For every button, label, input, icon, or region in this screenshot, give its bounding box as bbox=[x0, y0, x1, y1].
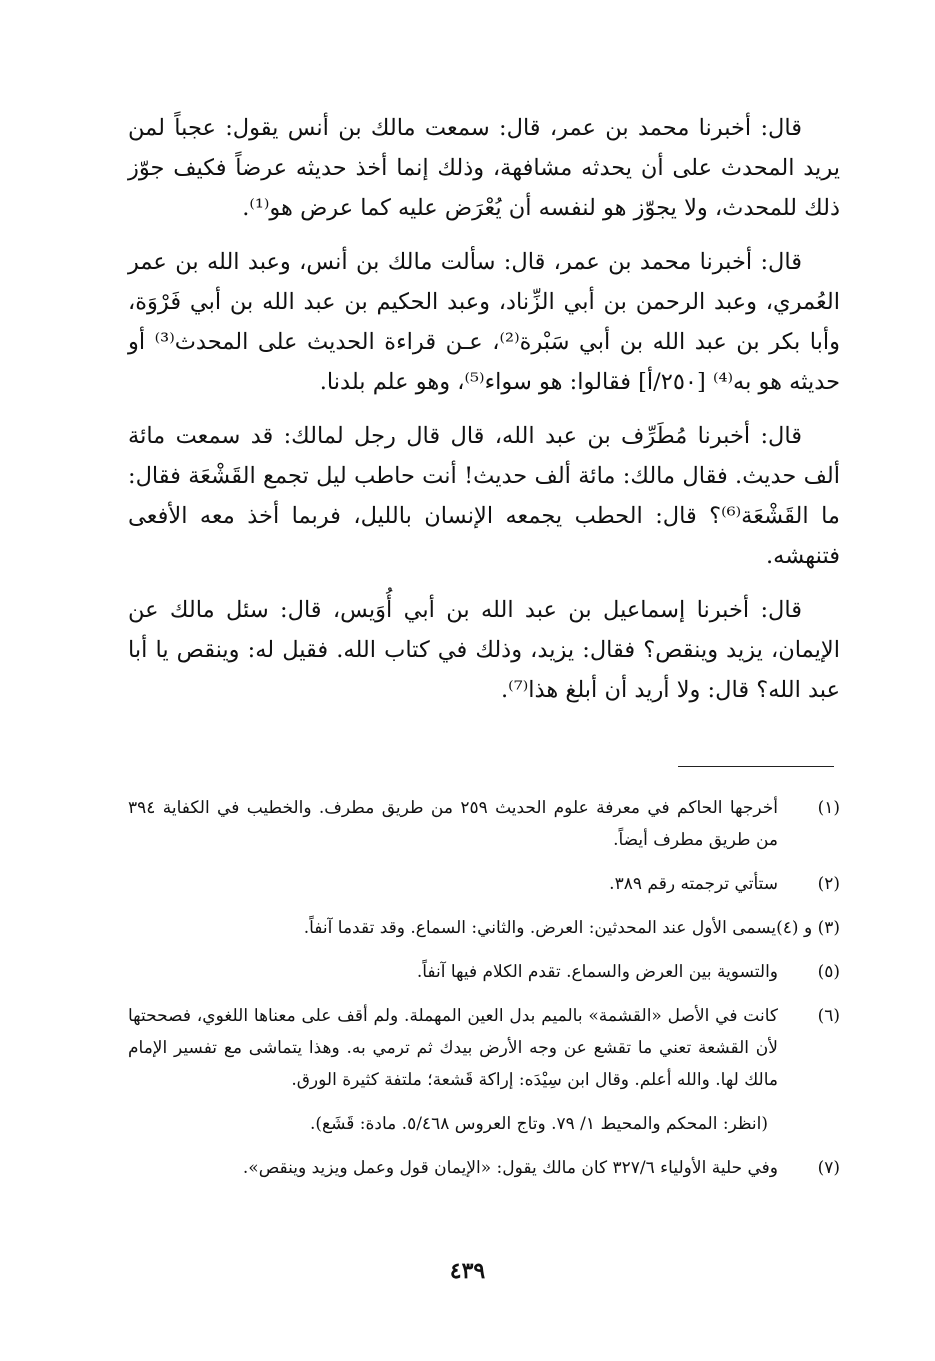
footnote-number: (٦) bbox=[817, 1006, 840, 1026]
footnote-item bbox=[128, 1152, 840, 1184]
footnote-number: (٣) و (٤) bbox=[776, 918, 840, 938]
footnote-number: (٧) bbox=[817, 1158, 840, 1178]
footnote-separator bbox=[678, 766, 834, 767]
footnote-item bbox=[128, 912, 840, 944]
paragraph-4: قال: أخبرنا إسماعيل بن عبد الله بن أبي أُوَيس، قال: سئل مالك عن الإيمان، يزيد وينقص؟ فقال: يزيد، وذلك في كتاب الله. فقيل له: وينقص يا أبا عبد الله؟ قال: ولا أريد أن أبلغ هذا⁽⁷⁾. bbox=[128, 597, 840, 703]
footnote-text: ستأتي ترجمته رقم ٣٨٩. bbox=[609, 874, 778, 894]
footnote-text: والتسوية بين العرض والسماع. تقدم الكلام فيها آنفاً. bbox=[416, 962, 778, 982]
footnote-text: يسمى الأول عند المحدثين: العرض. والثاني: السماع. وقد تقدما آنفاً. bbox=[303, 918, 777, 938]
footnote-item bbox=[128, 868, 840, 900]
paragraph-1: قال: أخبرنا محمد بن عمر، قال: سمعت مالك بن أنس يقول: عجباً لمن يريد المحدث على أن يحدثه مشافهة، وذلك إنما أخذ حديثه عرضاً فكيف جوّز ذلك للمحدث، ولا يجوّز هو لنفسه أن يُعْرَض عليه كما عرض هو⁽¹⁾. bbox=[128, 115, 840, 221]
footnote-number: (٢) bbox=[817, 874, 840, 894]
footnote-text: كانت في الأصل «القشمة» بالميم بدل العين المهملة. ولم أقف على معناها اللغوي، فصححتها لأن القشعة تعني ما تقشع عن وجه الأرض بيدك ثم ترمي به. وهذا يتماشى مع تفسير الإمام مالك لها. والله أعلم. وقال ابن سِيْدَه: إراكة قَشعة؛ ملتفة كثيرة الورق. bbox=[128, 1006, 778, 1090]
paragraph-3: قال: أخبرنا مُطَرِّف بن عبد الله، قال قال رجل لمالك: قد سمعت مائة ألف حديث. فقال مالك: مائة ألف حديث! أنت حاطب ليل تجمع القَشْعَة فقال: ما القَشْعَة⁽⁶⁾؟ قال: الحطب يجمعه الإنسان بالليل، فربما أخذ معه الأفعى فتنهشه. bbox=[128, 423, 840, 569]
page-number: ٤٣٩ bbox=[449, 1258, 486, 1284]
footnote-number: (١) bbox=[817, 798, 840, 818]
footnote-item bbox=[128, 956, 840, 988]
footnote-item bbox=[128, 792, 840, 856]
footnote-text: وفي حلية الأولياء ٣٢٧/٦ كان مالك يقول: «الإيمان قول وعمل ويزيد وينقص». bbox=[242, 1158, 778, 1178]
footnote-reference: (انظر: المحكم والمحيط ١/ ٧٩. وتاج العروس ٥/٤٦٨. مادة: قَشَع). bbox=[310, 1114, 768, 1134]
footnote-item bbox=[128, 1000, 840, 1096]
footnote-number: (٥) bbox=[817, 962, 840, 982]
main-text bbox=[128, 108, 840, 724]
paragraph-2: قال: أخبرنا محمد بن عمر، قال: سألت مالك بن أنس، وعبد الله بن عمر العُمري، وعبد الرحمن بن أبي الزِّناد، وعبد الحكيم بن عبد الله بن أبي فَرْوَة، وأبا بكر بن عبد الله بن أبي سَبْرة⁽²⁾، عـن قراءة الحديث على المحدث⁽³⁾ أو حديثه هو به⁽⁴⁾ [٢٥٠/أ] فقالوا: هو سواء⁽⁵⁾، وهو علم بلدنا. bbox=[128, 249, 840, 395]
footnote-text: أخرجها الحاكم في معرفة علوم الحديث ٢٥٩ من طريق مطرف. والخطيب في الكفاية ٣٩٤ من طريق مطرف أيضاً. bbox=[128, 798, 778, 850]
footnotes bbox=[128, 792, 840, 1196]
